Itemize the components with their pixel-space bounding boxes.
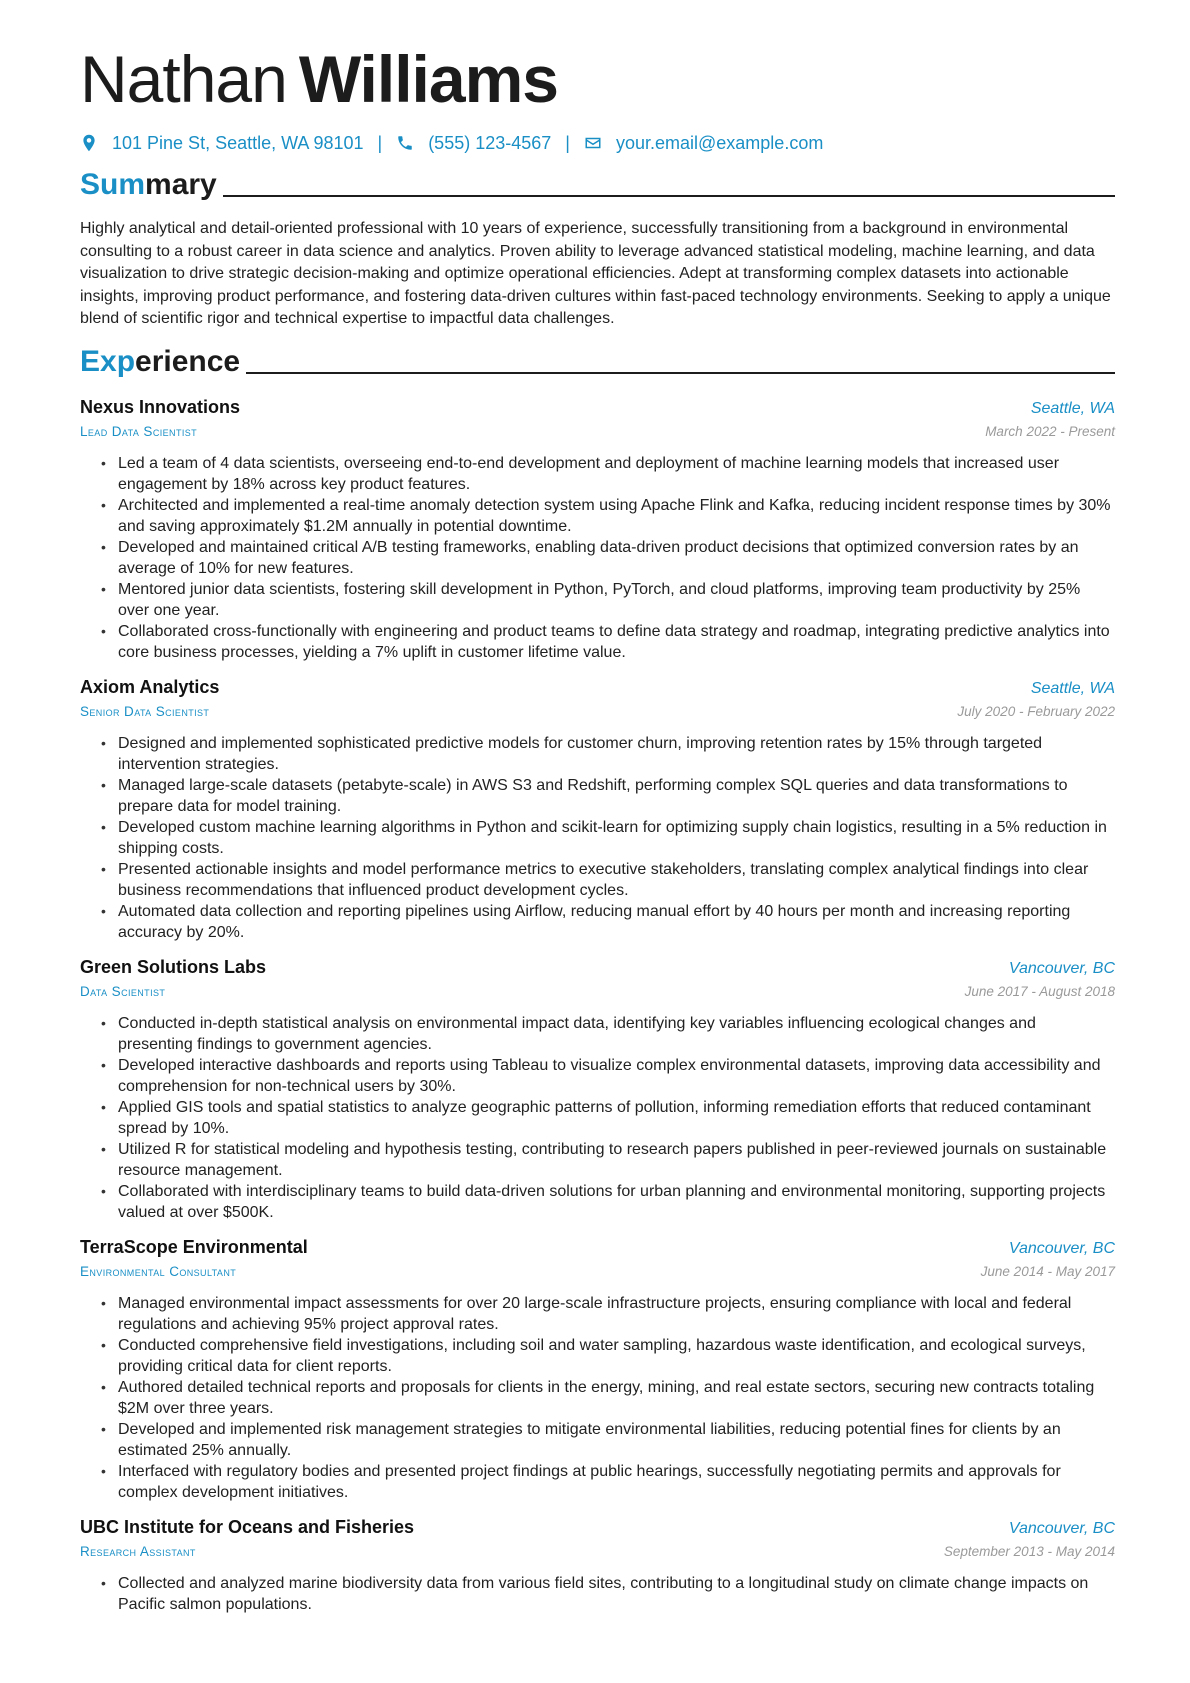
- job-entry: [80, 955, 1115, 1223]
- summary-text: Highly analytical and detail-oriented professional with 10 years of experience, successfully transitioning from a background in environmental consulting to a robust career in data science and analytics. Proven ability to leverage advanced statistical modeling, machine learning, and data visualization to drive strategic decision-making and optimize operational efficiencies. Adept at transforming complex datasets into actionable insights, improving product performance, and fostering data-driven cultures within fast-paced technology environments. Seeking to apply a unique blend of scientific rigor and technical expertise to impactful data challenges.: [80, 220, 1111, 328]
- job-entry: [80, 675, 1115, 943]
- job-bullet: • Developed and implemented risk management strategies to mitigate environmental liabilities, reducing potential fines for clients by an estimated 25% annually.: [118, 1419, 1115, 1461]
- job-bullet: • Mentored junior data scientists, fostering skill development in Python, PyTorch, and cloud platforms, improving team productivity by 25% over one year.: [118, 579, 1115, 621]
- job-role: Research Assistant: [80, 1543, 196, 1559]
- job-bullet: • Authored detailed technical reports and proposals for clients in the energy, mining, and real estate sectors, securing new contracts totaling $2M over three years.: [118, 1377, 1115, 1419]
- phone-icon: [396, 134, 414, 152]
- job-bullet: • Managed large-scale datasets (petabyte-scale) in AWS S3 and Redshift, performing complex SQL queries and data transformations to prepare data for model training.: [118, 775, 1115, 817]
- job-header-row: [80, 955, 1115, 981]
- company-name: TerraScope Environmental: [80, 1236, 308, 1257]
- job-bullet: • Automated data collection and reporting pipelines using Airflow, reducing manual effort by 40 hours per month and increasing reporting accuracy by 20%.: [118, 901, 1115, 943]
- job-location: Seattle, WA: [1030, 679, 1115, 697]
- job-bullet: • Applied GIS tools and spatial statistics to analyze geographic patterns of pollution, informing remediation efforts that reduced contaminant spread by 10%.: [118, 1097, 1115, 1139]
- company-name: Nexus Innovations: [80, 396, 241, 417]
- company-name: UBC Institute for Oceans and Fisheries: [80, 1516, 415, 1537]
- job-bullets: [80, 1293, 1115, 1503]
- job-dates: March 2022 - Present: [985, 423, 1115, 439]
- contact-separator: |: [377, 132, 383, 153]
- job-header-row: [80, 675, 1115, 701]
- job-bullet: • Developed custom machine learning algorithms in Python and scikit-learn for optimizing supply chain logistics, resulting in a 5% reduction in shipping costs.: [118, 817, 1115, 859]
- job-bullet: • Utilized R for statistical modeling and hypothesis testing, contributing to research papers published in peer-reviewed journals on sustainable resource management.: [118, 1139, 1115, 1181]
- job-meta-row: [80, 981, 1115, 1003]
- job-location: Seattle, WA: [1030, 399, 1115, 417]
- experience-title-accent: Exp: [80, 344, 136, 378]
- job-bullet: • Collaborated cross-functionally with engineering and product teams to define data strategy and roadmap, integrating predictive analytics into core business processes, yielding a 7% uplift in customer lifetime value.: [118, 621, 1115, 663]
- job-header-row: [80, 1515, 1115, 1541]
- envelope-icon: [584, 134, 602, 152]
- job-bullet: • Managed environmental impact assessments for over 20 large-scale infrastructure projects, ensuring compliance with local and federal regulations and achieving 95% project approval rates.: [118, 1293, 1115, 1335]
- job-bullets: [80, 1013, 1115, 1223]
- first-name: Nathan: [80, 42, 287, 116]
- job-role: Data Scientist: [80, 983, 166, 999]
- job-dates: June 2017 - August 2018: [964, 983, 1115, 999]
- job-bullet: • Developed and maintained critical A/B testing frameworks, enabling data-driven product decisions that optimized conversion rates by an average of 10% for new features.: [118, 537, 1115, 579]
- job-bullets: [80, 453, 1115, 663]
- address-text: 101 Pine St, Seattle, WA 98101: [112, 132, 364, 153]
- job-bullet: • Led a team of 4 data scientists, overseeing end-to-end development and deployment of machine learning models that increased user engagement by 18% across key product features.: [118, 453, 1115, 495]
- job-entry: [80, 1515, 1115, 1615]
- address-item: [80, 133, 364, 154]
- job-bullet: • Designed and implemented sophisticated predictive models for customer churn, improving retention rates by 15% through targeted intervention strategies.: [118, 733, 1115, 775]
- map-pin-icon: [80, 134, 98, 152]
- experience-heading: [80, 343, 1115, 381]
- experience-title-rest: erience: [135, 344, 241, 378]
- job-location: Vancouver, BC: [1008, 1239, 1115, 1257]
- job-dates: June 2014 - May 2017: [980, 1263, 1115, 1279]
- phone-item: [396, 133, 551, 154]
- experience-list: [80, 395, 1115, 1615]
- job-bullet: • Collected and analyzed marine biodiversity data from various field sites, contributing to a longitudinal study on climate change impacts on Pacific salmon populations.: [118, 1573, 1115, 1615]
- job-bullet: • Conducted comprehensive field investigations, including soil and water sampling, hazardous waste identification, and ecological surveys, providing critical data for client reports.: [118, 1335, 1115, 1377]
- job-role: Environmental Consultant: [80, 1263, 237, 1279]
- job-meta-row: [80, 421, 1115, 443]
- summary-heading: [80, 166, 1115, 204]
- job-bullet: • Architected and implemented a real-time anomaly detection system using Apache Flink and Kafka, reducing incident response times by 30% and saving approximately $1.2M annually in potential downtime.: [118, 495, 1115, 537]
- contact-separator: |: [565, 132, 570, 153]
- job-location: Vancouver, BC: [1008, 1519, 1115, 1537]
- job-header-row: [80, 395, 1115, 421]
- company-name: Green Solutions Labs: [80, 956, 267, 977]
- job-header-row: [80, 1235, 1115, 1261]
- job-role: Lead Data Scientist: [80, 423, 198, 439]
- job-dates: July 2020 - February 2022: [957, 703, 1115, 719]
- job-meta-row: [80, 1261, 1115, 1283]
- job-dates: September 2013 - May 2014: [943, 1543, 1115, 1559]
- phone-text: (555) 123-4567: [428, 132, 552, 153]
- job-bullets: [80, 1573, 1115, 1615]
- contact-bar: [80, 128, 1115, 158]
- job-role: Senior Data Scientist: [80, 703, 210, 719]
- job-bullet: • Interfaced with regulatory bodies and presented project findings at public hearings, successfully negotiating permits and approvals for complex development initiatives.: [118, 1461, 1115, 1503]
- job-bullets: [80, 733, 1115, 943]
- job-meta-row: [80, 1541, 1115, 1563]
- job-location: Vancouver, BC: [1008, 959, 1115, 977]
- job-bullet: • Presented actionable insights and model performance metrics to executive stakeholders, translating complex analytical findings into clear business recommendations that influenced product development cycles.: [118, 859, 1115, 901]
- email-item: [584, 133, 823, 154]
- section-divider: [246, 372, 1115, 374]
- job-entry: [80, 395, 1115, 663]
- email-text[interactable]: your.email@example.com: [615, 132, 824, 153]
- summary-title-rest: mary: [145, 168, 217, 201]
- job-meta-row: [80, 701, 1115, 723]
- company-name: Axiom Analytics: [80, 676, 220, 697]
- job-entry: [80, 1235, 1115, 1503]
- job-bullet: • Collaborated with interdisciplinary teams to build data-driven solutions for urban planning and environmental monitoring, supporting projects valued at over $500K.: [118, 1181, 1115, 1223]
- candidate-name: [80, 40, 1115, 118]
- job-bullet: • Conducted in-depth statistical analysis on environmental impact data, identifying key variables influencing ecological changes and presenting findings to government agencies.: [118, 1013, 1115, 1055]
- summary-title-accent: Sum: [80, 168, 146, 201]
- last-name: Williams: [298, 42, 558, 116]
- section-divider: [223, 195, 1115, 197]
- job-bullet: • Developed interactive dashboards and reports using Tableau to visualize complex environmental datasets, improving data accessibility and comprehension for non-technical users by 30%.: [118, 1055, 1115, 1097]
